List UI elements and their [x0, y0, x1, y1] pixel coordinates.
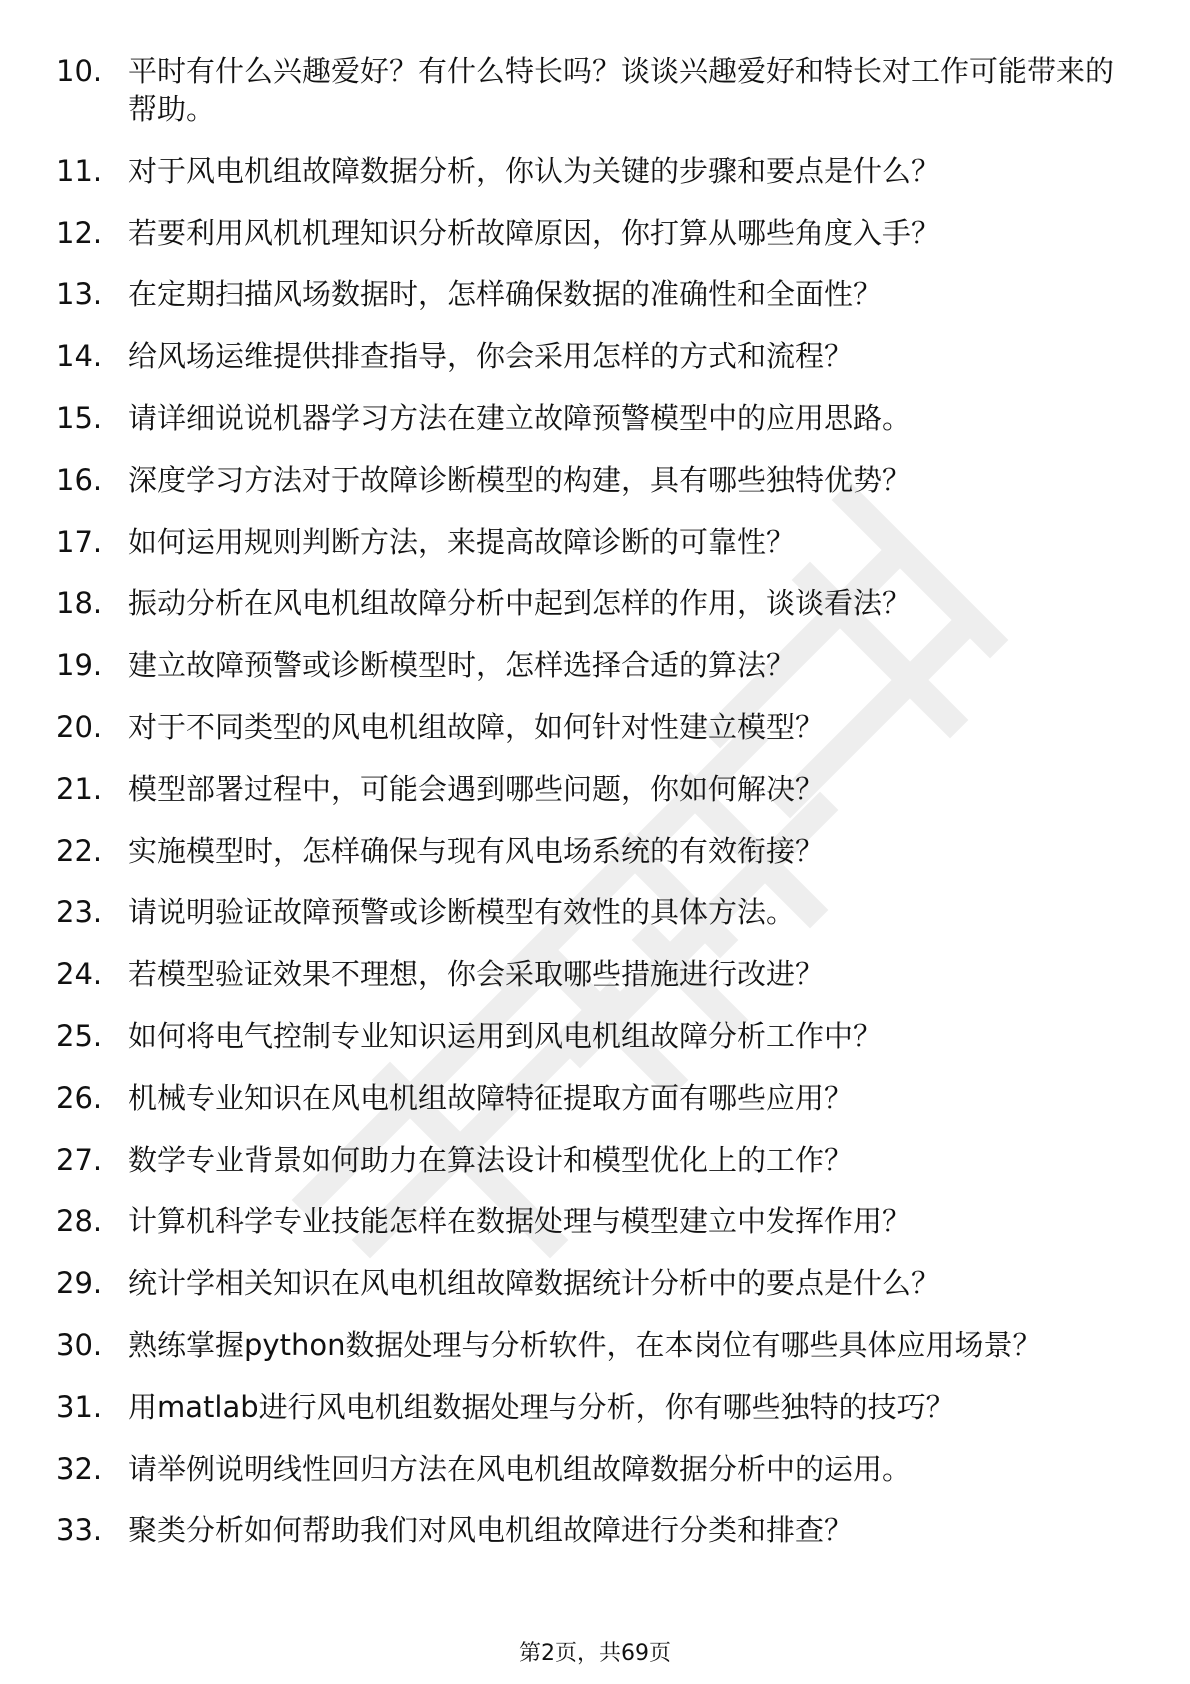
question-text: 振动分析在风电机组故障分析中起到怎样的作用，谈谈看法？	[128, 586, 912, 621]
question-number: 15.	[56, 400, 103, 435]
question-text: 熟练掌握python数据处理与分析软件，在本岗位有哪些具体应用场景？	[128, 1327, 1042, 1362]
question-text: 模型部署过程中，可能会遇到哪些问题，你如何解决？	[128, 771, 825, 806]
question-text: 在定期扫描风场数据时，怎样确保数据的准确性和全面性？	[128, 277, 883, 312]
question-item	[0, 1388, 1190, 1426]
question-item	[0, 955, 1190, 993]
question-text: 平时有什么兴趣爱好？有什么特长吗？谈谈兴趣爱好和特长对工作可能带来的帮助。	[128, 54, 1115, 126]
question-text: 请举例说明线性回归方法在风电机组故障数据分析中的运用。	[128, 1451, 912, 1486]
question-text: 对于不同类型的风电机组故障，如何针对性建立模型？	[128, 709, 825, 744]
question-item	[0, 1202, 1190, 1240]
question-text: 若模型验证效果不理想，你会采取哪些措施进行改进？	[128, 957, 825, 992]
question-item	[0, 708, 1190, 746]
question-item	[0, 152, 1190, 190]
question-number: 20.	[56, 709, 103, 744]
question-text: 若要利用风机机理知识分析故障原因，你打算从哪些角度入手？	[128, 215, 941, 250]
question-item	[0, 52, 1190, 128]
question-number: 10.	[56, 54, 103, 88]
question-number: 22.	[56, 833, 103, 868]
question-text: 统计学相关知识在风电机组故障数据统计分析中的要点是什么？	[128, 1266, 941, 1301]
question-number: 17.	[56, 524, 103, 559]
page-footer: 第2页，共69页	[519, 1641, 671, 1666]
question-item	[0, 461, 1190, 499]
question-list	[0, 52, 1190, 1573]
question-item	[0, 584, 1190, 622]
question-item	[0, 337, 1190, 375]
question-number: 23.	[56, 895, 103, 930]
question-item	[0, 399, 1190, 437]
question-text: 深度学习方法对于故障诊断模型的构建，具有哪些独特优势？	[128, 462, 912, 497]
question-text: 如何将电气控制专业知识运用到风电机组故障分析工作中？	[128, 1018, 883, 1053]
question-number: 24.	[56, 957, 103, 992]
question-text: 机械专业知识在风电机组故障特征提取方面有哪些应用？	[128, 1080, 854, 1115]
question-number: 11.	[56, 153, 103, 188]
question-item	[0, 832, 1190, 870]
question-number: 19.	[56, 648, 103, 683]
question-item	[0, 893, 1190, 931]
question-number: 13.	[56, 277, 103, 312]
question-text: 实施模型时，怎样确保与现有风电场系统的有效衔接？	[128, 833, 825, 868]
question-text: 请说明验证故障预警或诊断模型有效性的具体方法。	[128, 895, 796, 930]
question-text: 对于风电机组故障数据分析，你认为关键的步骤和要点是什么？	[128, 153, 941, 188]
question-item	[0, 1511, 1190, 1549]
question-text: 如何运用规则判断方法，来提高故障诊断的可靠性？	[128, 524, 796, 559]
question-number: 28.	[56, 1204, 103, 1239]
question-item	[0, 1017, 1190, 1055]
question-item	[0, 275, 1190, 313]
question-item	[0, 214, 1190, 252]
question-number: 30.	[56, 1327, 103, 1362]
question-text: 计算机科学专业技能怎样在数据处理与模型建立中发挥作用？	[128, 1204, 912, 1239]
question-text: 给风场运维提供排查指导，你会采用怎样的方式和流程？	[128, 339, 854, 374]
question-number: 25.	[56, 1018, 103, 1053]
question-item	[0, 1450, 1190, 1488]
question-number: 31.	[56, 1389, 103, 1424]
question-number: 32.	[56, 1451, 103, 1486]
question-number: 14.	[56, 339, 103, 374]
question-text: 聚类分析如何帮助我们对风电机组故障进行分类和排查？	[128, 1513, 854, 1548]
question-item	[0, 1264, 1190, 1302]
question-text: 用matlab进行风电机组数据处理与分析，你有哪些独特的技巧？	[128, 1389, 955, 1424]
question-number: 26.	[56, 1080, 103, 1115]
question-number: 29.	[56, 1266, 103, 1301]
question-item	[0, 1326, 1190, 1364]
question-text: 建立故障预警或诊断模型时，怎样选择合适的算法？	[128, 648, 796, 683]
question-text: 数学专业背景如何助力在算法设计和模型优化上的工作？	[128, 1142, 854, 1177]
question-number: 27.	[56, 1142, 103, 1177]
question-item	[0, 1079, 1190, 1117]
question-item	[0, 523, 1190, 561]
question-text: 请详细说说机器学习方法在建立故障预警模型中的应用思路。	[128, 400, 912, 435]
question-item	[0, 770, 1190, 808]
question-item	[0, 1141, 1190, 1179]
question-number: 12.	[56, 215, 103, 250]
question-number: 21.	[56, 771, 103, 806]
question-number: 16.	[56, 462, 103, 497]
question-item	[0, 646, 1190, 684]
question-number: 33.	[56, 1513, 103, 1548]
question-number: 18.	[56, 586, 103, 621]
